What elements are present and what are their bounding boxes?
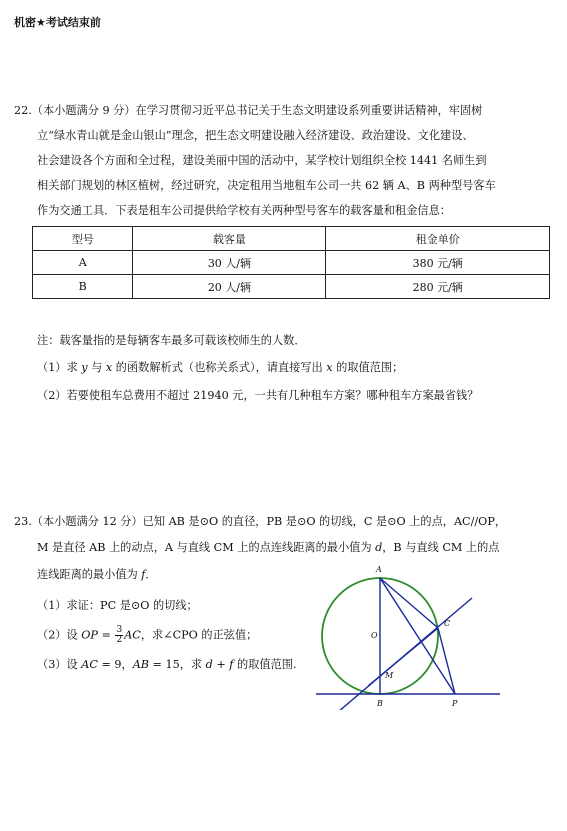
confidential-header: 机密★考试结束前	[14, 16, 101, 29]
table-cell: A	[33, 251, 133, 275]
table-header-cell: 载客量	[133, 227, 326, 251]
table-header-row	[33, 227, 550, 251]
table-cell: 20 人/辆	[133, 275, 326, 299]
geometry-figure	[300, 560, 510, 710]
table-cell: 30 人/辆	[133, 251, 326, 275]
label-b: B	[377, 699, 383, 708]
line-op	[338, 598, 472, 710]
label-p: P	[452, 699, 458, 708]
q23-line-2: M 是直径 AB 上的动点，A 与直线 CM 上的点连线距离的最小值为 d，B 与直线 CM 上的点	[37, 541, 500, 554]
fraction-three-halves: $\frac{3}{2}$	[116, 625, 123, 645]
table-header-cell: 租金单价	[326, 227, 550, 251]
label-o: O	[371, 631, 378, 640]
q23-sub1: （1）求证：PC 是⊙O 的切线；	[37, 599, 198, 612]
q22-line-2: 立“绿水青山就是金山银山”理念，把生态文明建设融入经济建设、政治建设、文化建设、	[37, 129, 474, 142]
q22-sub2: （2）若要使租车总费用不超过 21940 元，一共有几种租车方案？哪种租车方案最省钱？	[37, 389, 479, 402]
q22-line-5: 作为交通工具．下表是租车公司提供给学校有关两种型号客车的载客量和租金信息：	[37, 204, 451, 217]
table-row	[33, 275, 550, 299]
q22-line-4: 相关部门规划的林区植树，经过研究，决定租用当地租车公司一共 62 辆 A、B 两种型号客车	[37, 179, 496, 192]
q22-sub1: （1）求 y 与 x 的函数解析式（也称关系式），请直接写出 x 的取值范围；	[37, 361, 404, 374]
label-c: C	[444, 619, 451, 628]
table-row	[33, 251, 550, 275]
q23-line-3: 连线距离的最小值为 f．	[37, 568, 157, 581]
q23-sub3: （3）设 AC = 9，AB = 15，求 d + f 的取值范围.	[37, 658, 297, 671]
q22-note: 注：载客量指的是每辆客车最多可载该校师生的人数．	[37, 334, 306, 347]
q22-line-3: 社会建设各个方面和全过程，建设美丽中国的活动中，某学校计划组织全校 1441 名师生到	[37, 154, 487, 167]
table-cell: 280 元/辆	[326, 275, 550, 299]
table-cell: 380 元/辆	[326, 251, 550, 275]
q23-line-1: 23.（本小题满分 12 分）已知 AB 是⊙O 的直径，PB 是⊙O 的切线，C 是⊙O 上的点，AC//OP，	[14, 515, 507, 528]
q23-sub2: （2）设 OP = $\frac{3}{2}$ AC，求∠CPO 的正弦值；	[37, 625, 258, 645]
vehicle-info-table	[32, 226, 550, 299]
line-cm	[368, 628, 438, 686]
table-header-cell: 型号	[33, 227, 133, 251]
label-a: A	[376, 565, 382, 574]
q22-line-1: 22.（本小题满分 9 分）在学习贯彻习近平总书记关于生态文明建设系列重要讲话精神，牢固树	[14, 104, 483, 117]
label-m: M	[385, 671, 394, 680]
table-cell: B	[33, 275, 133, 299]
tangent-line-pc	[438, 628, 455, 694]
